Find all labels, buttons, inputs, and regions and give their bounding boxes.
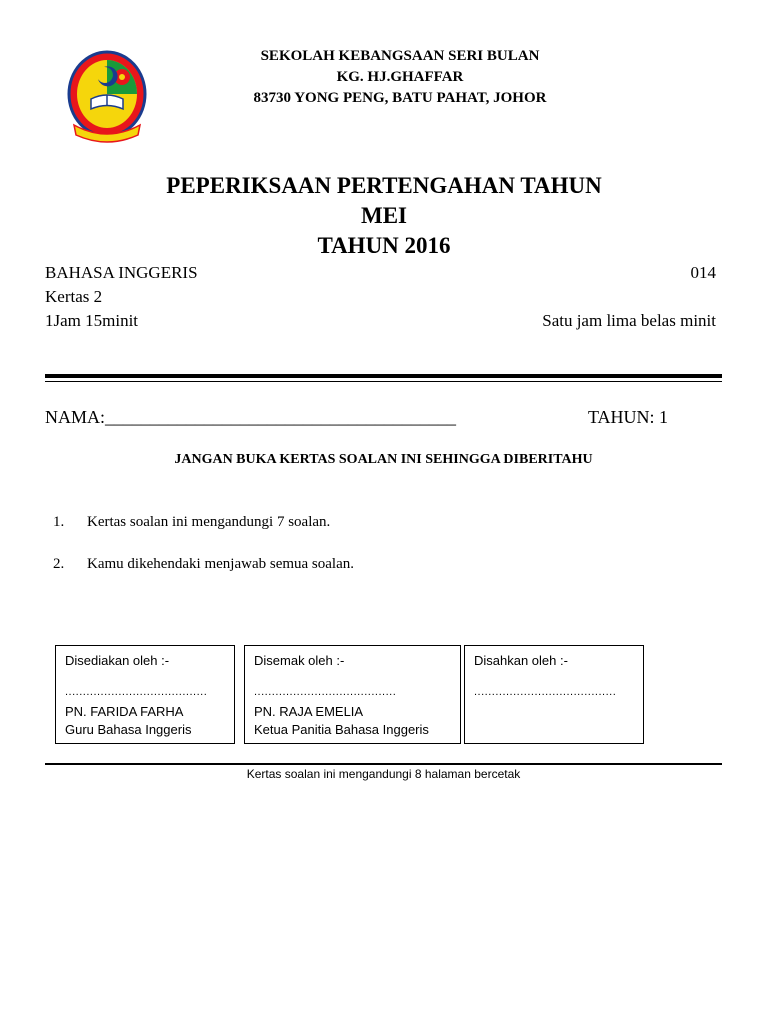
footer-divider (45, 763, 722, 765)
subject-code: 014 (690, 263, 716, 282)
school-address: 83730 YONG PENG, BATU PAHAT, JOHOR (253, 90, 547, 106)
student-year: TAHUN: 1 (588, 407, 669, 427)
signatory-name: PN. FARIDA FARHA (65, 704, 184, 719)
divider-thick (45, 374, 722, 378)
paper-number: Kertas 2 (45, 287, 103, 306)
school-logo (64, 47, 150, 147)
footer-page-count: Kertas soalan ini mengandungi 8 halaman bercetak (246, 767, 521, 781)
signatory-name: PN. RAJA EMELIA (254, 704, 364, 719)
school-name: SEKOLAH KEBANGSAAN SERI BULAN (260, 48, 540, 64)
signature-label: Disediakan oleh :- (65, 653, 170, 668)
duration-short: 1Jam 15minit (45, 311, 139, 330)
subject-name: BAHASA INGGERIS (45, 263, 198, 282)
school-village: KG. HJ.GHAFFAR (336, 69, 464, 85)
signature-label: Disemak oleh :- (254, 653, 345, 668)
signatory-role: Guru Bahasa Inggeris (65, 722, 192, 737)
signature-box-approved (464, 645, 644, 744)
instruction-number: 2. (53, 556, 65, 572)
instruction-text: Kamu dikehendaki menjawab semua soalan. (87, 556, 354, 572)
signature-box-checked (244, 645, 461, 744)
student-name-field[interactable]: NAMA:_______________________________________ (45, 407, 457, 427)
instruction-text: Kertas soalan ini mengandungi 7 soalan. (87, 514, 331, 530)
school-crest-icon (64, 47, 150, 147)
exam-year: TAHUN 2016 (317, 233, 451, 258)
signature-line: ........................................ (474, 686, 617, 698)
duration-long: Satu jam lima belas minit (542, 311, 716, 330)
signature-line: ........................................ (65, 686, 208, 698)
instruction-number: 1. (53, 514, 65, 530)
exam-month: MEI (361, 203, 407, 228)
warning-text: JANGAN BUKA KERTAS SOALAN INI SEHINGGA DIBERITAHU (174, 452, 593, 467)
signature-box-prepared (55, 645, 235, 744)
exam-title: PEPERIKSAAN PERTENGAHAN TAHUN (166, 173, 602, 198)
signature-label: Disahkan oleh :- (474, 653, 568, 668)
signature-line: ........................................ (254, 686, 397, 698)
signatory-role: Ketua Panitia Bahasa Inggeris (254, 722, 429, 737)
divider-thin (45, 381, 722, 382)
